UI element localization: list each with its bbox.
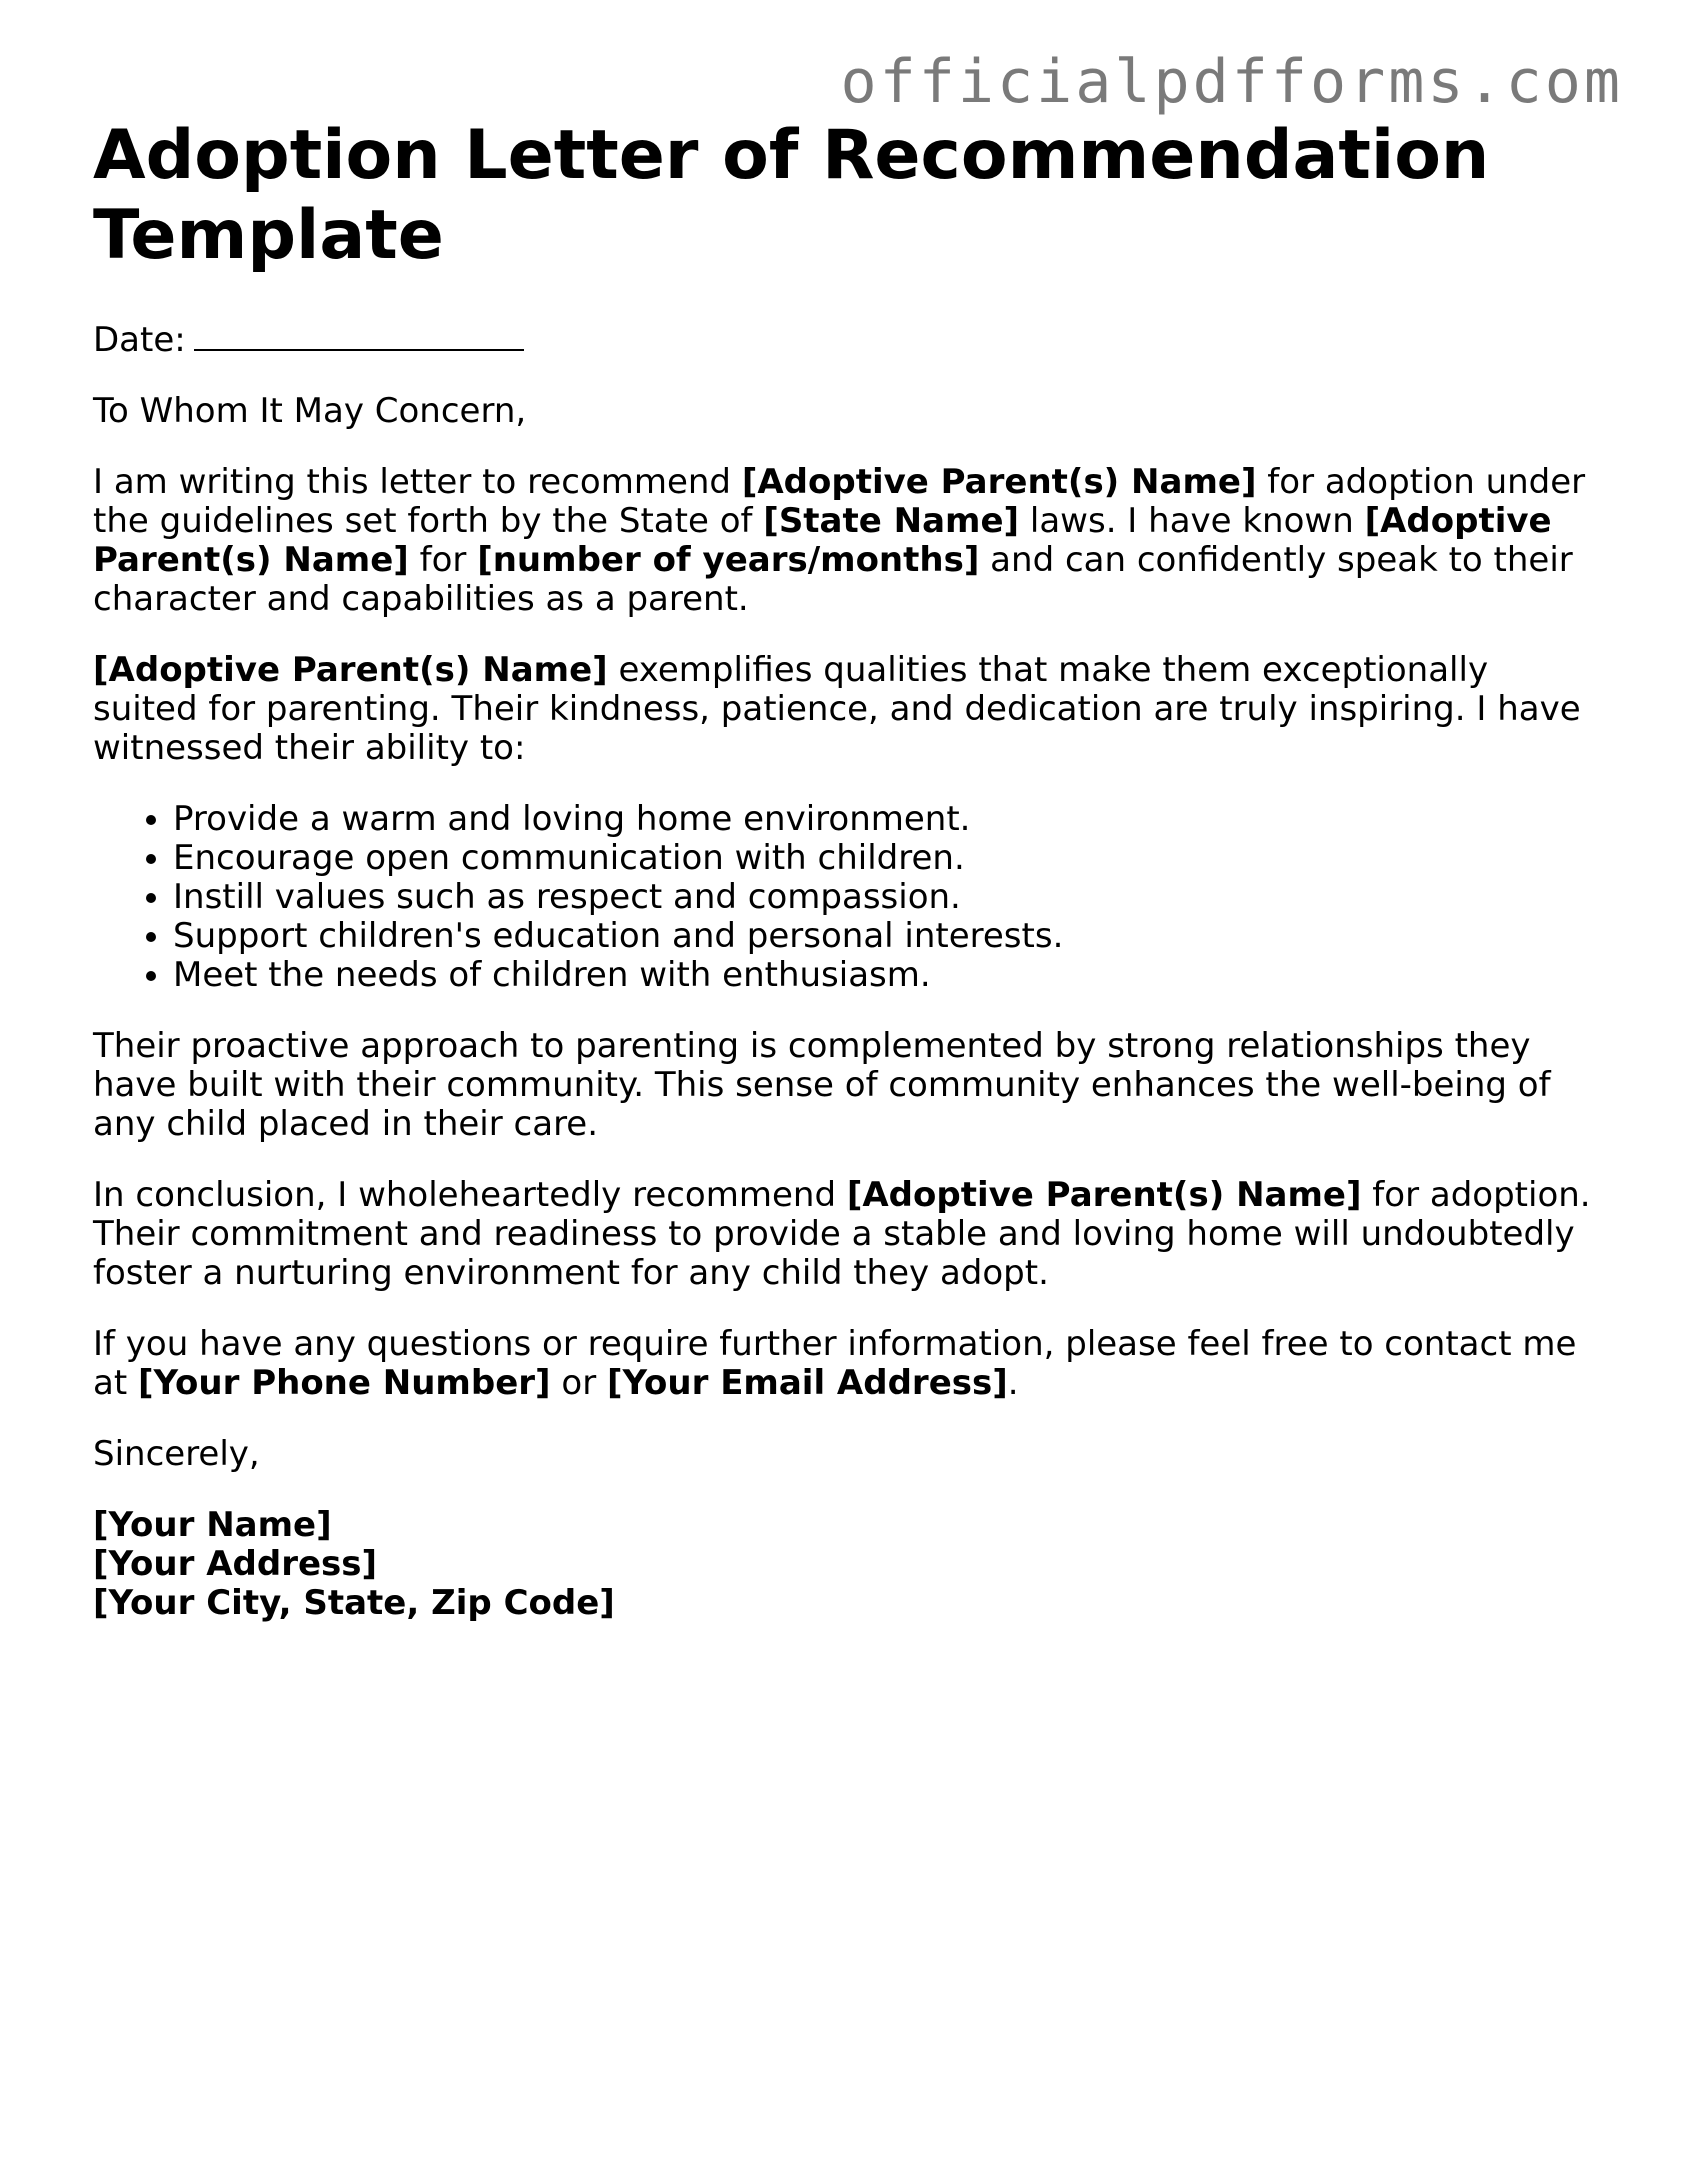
page-title: Adoption Letter of Recommendation Template	[93, 116, 1490, 275]
placeholder-phone: [Your Phone Number]	[137, 1363, 551, 1403]
paragraph-introduction: I am writing this letter to recommend [Adoptive Parent(s) Name] for adoption under the guidelines set forth by the State of [State Name] laws. I have known [Adoptive Parent(s) Name] for [number of years/months] and can confidently speak to their character and capabilities as a parent.	[93, 462, 1586, 619]
placeholder-email: [Your Email Address]	[606, 1363, 1008, 1403]
paragraph-contact: If you have any questions or require further information, please feel free to contact me at [Your Phone Number] or [Your Email Address].	[93, 1324, 1577, 1403]
date-label: Date:	[93, 320, 186, 360]
signature-city-state-zip: [Your City, State, Zip Code]	[93, 1583, 615, 1623]
salutation: To Whom It May Concern,	[93, 391, 527, 431]
paragraph-conclusion: In conclusion, I wholeheartedly recommend [Adoptive Parent(s) Name] for adoption. Their commitment and readiness to provide a stable and loving home will undoubtedly foster a nurturing environment for any child they adopt.	[93, 1175, 1591, 1293]
placeholder-parent-name: [Adoptive Parent(s) Name]	[846, 1175, 1362, 1215]
date-line	[93, 321, 1603, 360]
placeholder-parent-name: [Adoptive Parent(s) Name]	[741, 462, 1257, 502]
signature-name: [Your Name]	[93, 1505, 332, 1545]
list-item: • Support children's education and personal interests.	[173, 917, 1603, 956]
paragraph-qualities: [Adoptive Parent(s) Name] exemplifies qualities that make them exceptionally suited for parenting. Their kindness, patience, and dedication are truly inspiring. I have witnessed their ability to:	[93, 650, 1581, 768]
paragraph-community: Their proactive approach to parenting is complemented by strong relationships they have built with their community. This sense of community enhances the well-being of any child placed in their care.	[93, 1026, 1551, 1144]
signature-block	[93, 1506, 1603, 1623]
list-item: • Provide a warm and loving home environment.	[173, 800, 1603, 839]
watermark: officialpdfforms.com	[840, 47, 1623, 117]
letter-document	[93, 116, 1603, 1623]
list-item: • Encourage open communication with children.	[173, 839, 1603, 878]
placeholder-duration: [number of years/months]	[477, 540, 980, 580]
placeholder-parent-name: [Adoptive Parent(s) Name]	[93, 501, 1552, 580]
list-item: • Instill values such as respect and compassion.	[173, 878, 1603, 917]
abilities-list	[93, 800, 1603, 995]
closing: Sincerely,	[93, 1434, 260, 1474]
list-item: • Meet the needs of children with enthusiasm.	[173, 956, 1603, 995]
placeholder-parent-name: [Adoptive Parent(s) Name]	[93, 650, 608, 690]
placeholder-state-name: [State Name]	[763, 501, 1020, 541]
signature-address: [Your Address]	[93, 1544, 378, 1584]
date-blank-field	[194, 321, 524, 351]
